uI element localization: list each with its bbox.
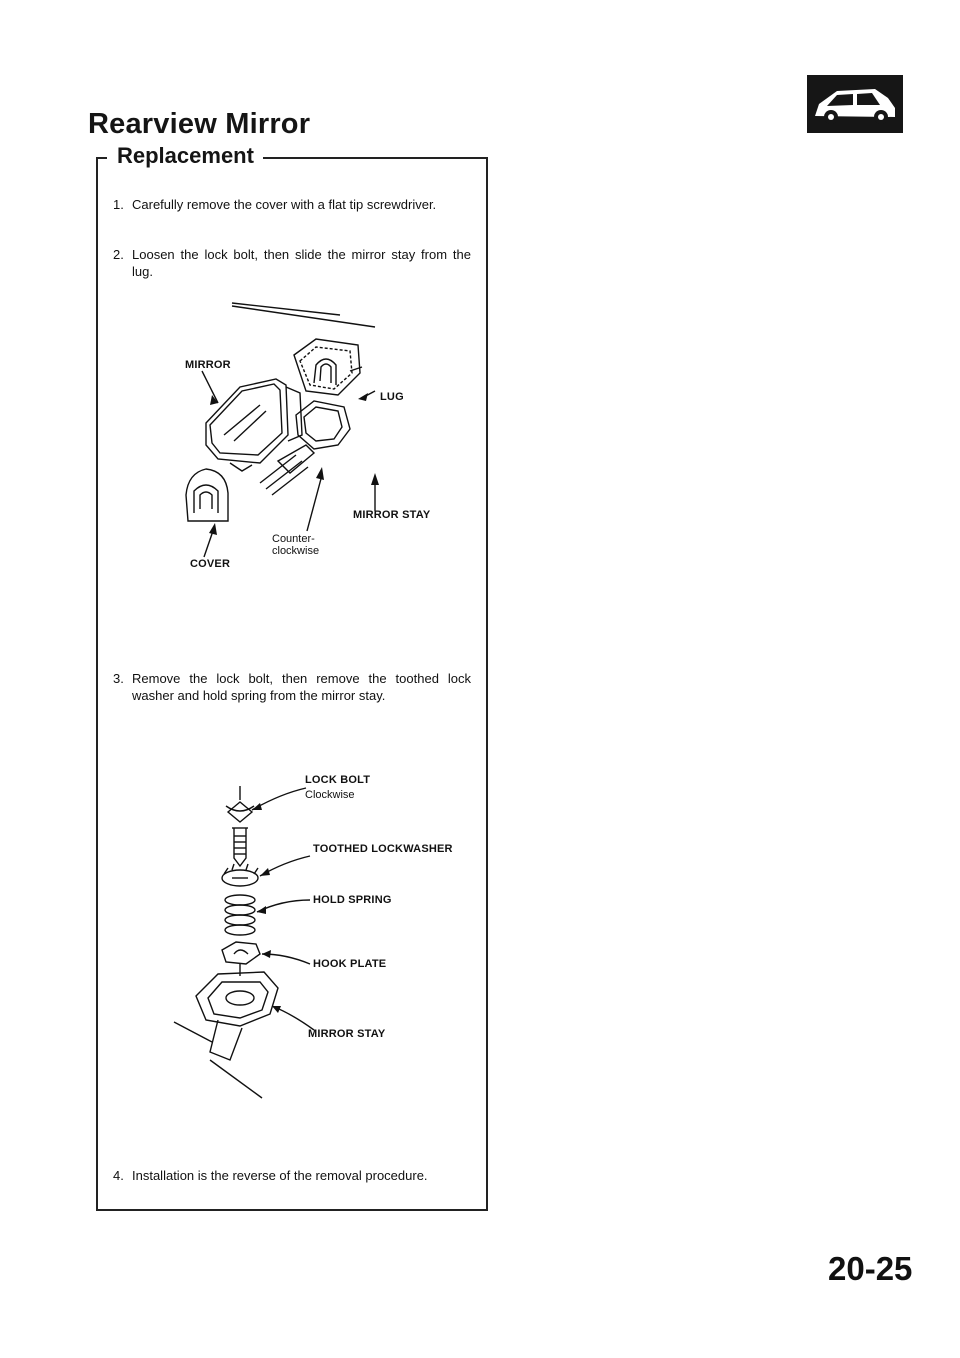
section-rule-right — [263, 157, 486, 159]
step-4-text: Installation is the reverse of the removal procedure. — [132, 1168, 428, 1183]
step-3-text: Remove the lock bolt, then remove the toothed lock washer and hold spring from the mirror stay. — [132, 671, 471, 703]
lock-bolt-label: LOCK BOLT — [305, 774, 371, 786]
mirror-stay-label: MIRROR STAY — [353, 509, 431, 521]
car-icon — [807, 75, 903, 138]
step-4-number: 4. — [113, 1168, 124, 1183]
cover-label: COVER — [190, 558, 231, 570]
mirror-label: MIRROR — [185, 359, 231, 371]
hold-spring-label: HOLD SPRING — [313, 894, 392, 906]
step-1-text: Carefully remove the cover with a flat tip screwdriver. — [132, 197, 437, 212]
clockwise-label: Clockwise — [305, 789, 355, 801]
lug-label: LUG — [380, 391, 404, 403]
step-3-number: 3. — [113, 671, 124, 686]
section-title: Replacement — [115, 143, 258, 169]
counter-clockwise-label: Counter- clockwise — [272, 533, 320, 557]
step-2-text: Loosen the lock bolt, then slide the mirror stay from the lug. — [132, 247, 471, 279]
step-1-number: 1. — [113, 197, 124, 212]
mirror-stay-label-2: MIRROR STAY — [308, 1028, 386, 1040]
section-rule-left — [96, 157, 107, 159]
lock-bolt-exploded-illustration — [160, 770, 460, 1130]
page-number: 20-25 — [828, 1250, 913, 1287]
hook-plate-label: HOOK PLATE — [313, 958, 387, 970]
step-2-number: 2. — [113, 247, 124, 262]
toothed-lockwasher-label: TOOTHED LOCKWASHER — [313, 843, 453, 855]
page-title: Rearview Mirror — [88, 108, 311, 140]
